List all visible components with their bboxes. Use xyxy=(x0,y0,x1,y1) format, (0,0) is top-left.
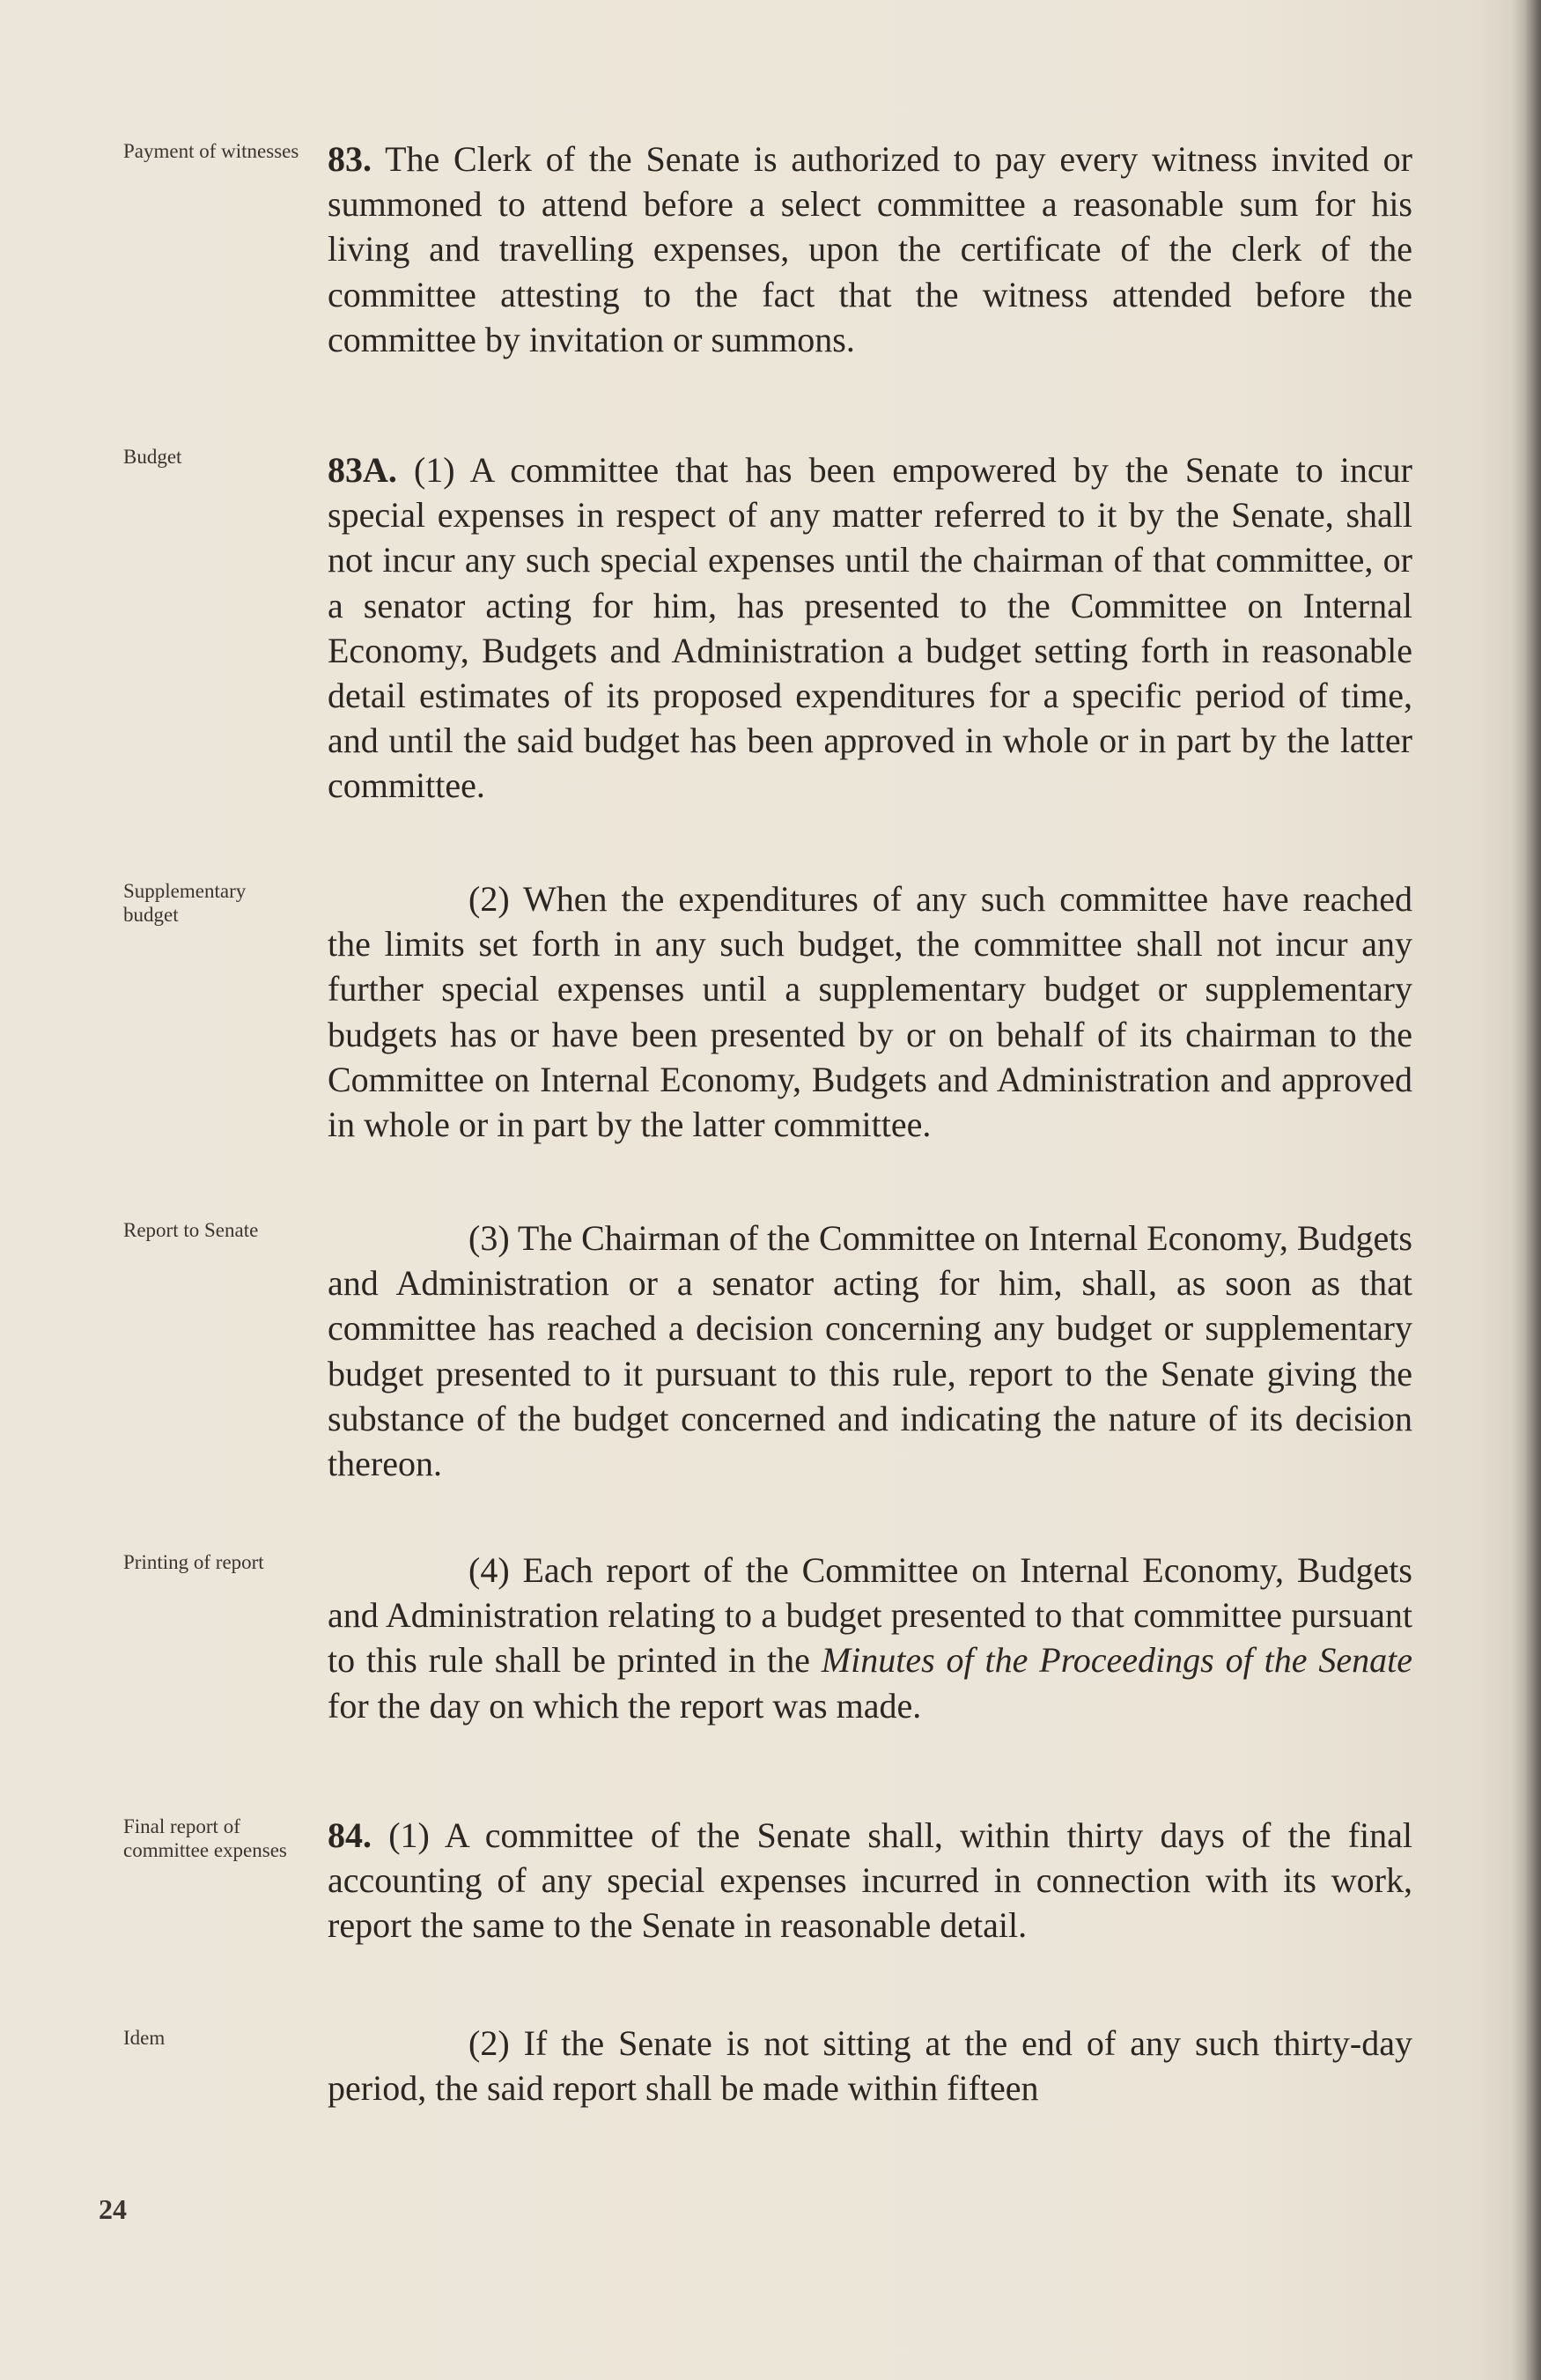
rule-number: 83. xyxy=(328,139,372,179)
margin-note-budget: Budget xyxy=(123,446,182,468)
rule-text: (1) A committee of the Senate shall, within thirty days of the final accounting of any special expenses incurred in connection with its work, report the same to the Senate in reasonable detail. xyxy=(328,1815,1412,1946)
margin-note-printing-of-report: Printing of report xyxy=(123,1551,264,1573)
page-edge-shadow xyxy=(1511,0,1541,2380)
margin-note-report-to-senate: Report to Senate xyxy=(123,1219,259,1241)
rule-84-2: (2) If the Senate is not sitting at the end of any such thirty-day period, the said report shall be made within fifteen xyxy=(328,2023,1412,2109)
rule-number: 83A. xyxy=(328,450,397,490)
rule-83 xyxy=(328,137,1412,362)
margin-note-final-report: Final report of committee expenses xyxy=(123,1815,287,1861)
rule-83a-4 xyxy=(328,1548,1412,1728)
rule-83a-3: (3) The Chairman of the Committee on Internal Economy, Budgets and Administration or a senator acting for him, shall, as soon as that committee has reached a decision concerning any budget or supplementary budget presented to it pursuant to this rule, report to the Senate giving the substance of the budget concerned and indicating the nature of its decision thereon. xyxy=(328,1218,1412,1484)
margin-note-idem: Idem xyxy=(123,2027,166,2049)
rule-text: (1) A committee that has been empowered by the Senate to incur special expenses in respect of any matter referred to it by the Senate, shall not incur any such special expenses until the chairman of that committee, or a senator acting for him, has presented to the Committee on Internal Economy, Budgets and Administration a budget setting forth in reasonable detail estimates of its proposed expenditures for a specific period of time, and until the said budget has been approved in whole or in part by the latter committee. xyxy=(328,450,1412,806)
rule-text: for the day on which the report was made. xyxy=(328,1685,922,1726)
rule-text: (4) Each report of the Committee on Internal Economy, Budgets and Administration relating to a budget presented to that committee pursuant to this rule shall be printed in the xyxy=(328,1550,1412,1681)
rule-83a-1 xyxy=(328,447,1412,809)
rule-84-1 xyxy=(328,1813,1412,1948)
rule-text: The Clerk of the Senate is authorized to pay every witness invited or summoned to attend before a select committee a reasonable sum for his living and travelling expenses, upon the certificate of the clerk of the committee attesting to the fact that the witness attended before the committee by invitation or summons. xyxy=(328,139,1412,359)
rule-number: 84. xyxy=(328,1815,372,1855)
rule-83a-2: (2) When the expenditures of any such committee have reached the limits set forth in any such budget, the committee shall not incur any further special expenses until a supplementary budget or supplementary budgets has or have been presented by or on behalf of its chairman to the Committee on Internal Economy, Budgets and Administration and approved in whole or in part by the latter committee. xyxy=(328,879,1412,1145)
margin-note-payment-of-witnesses: Payment of witnesses xyxy=(123,140,299,162)
page-number: 24 xyxy=(99,2193,127,2225)
journal-title: Minutes of the Proceedings of the Senate xyxy=(821,1640,1412,1681)
margin-note-supplementary-budget: Supplementary budget xyxy=(123,880,247,926)
